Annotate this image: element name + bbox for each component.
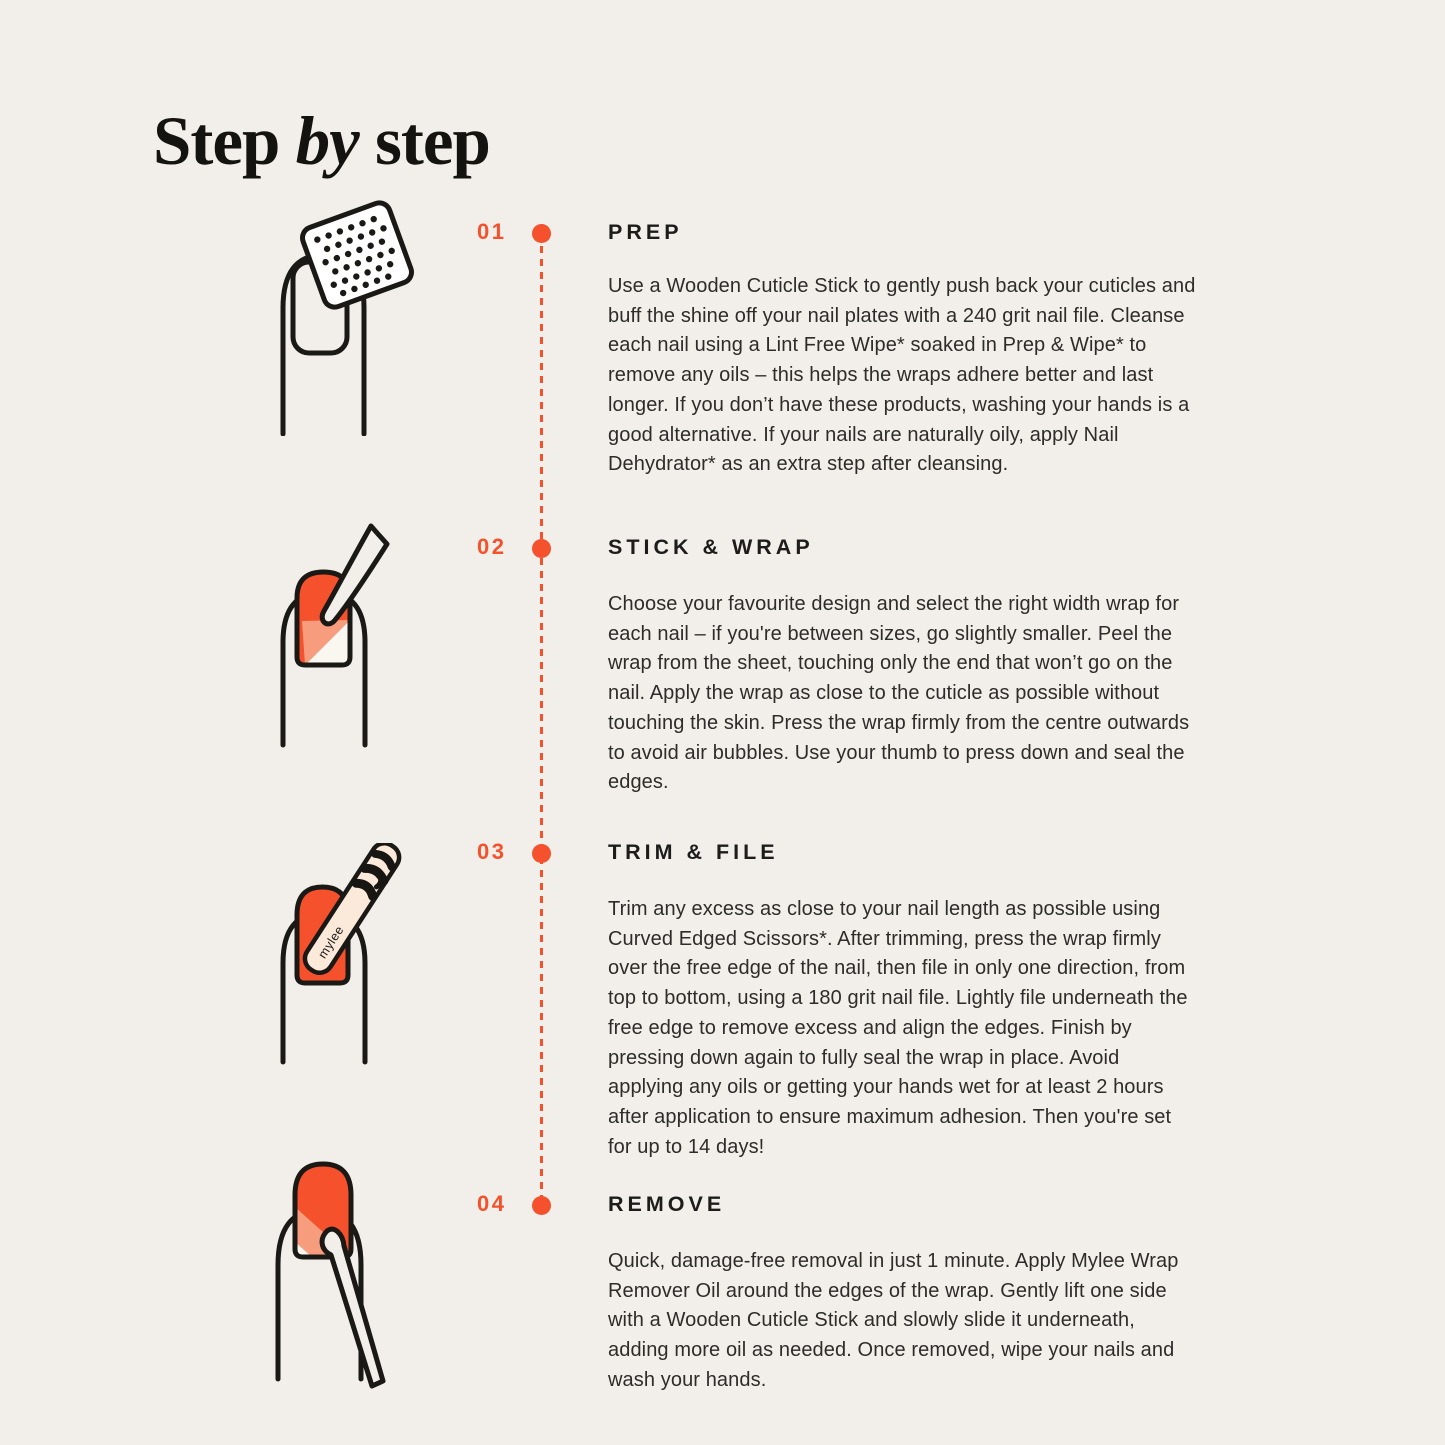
stick-removing-wrap-icon: [270, 1155, 400, 1390]
step-number-2: 02: [477, 534, 507, 559]
timeline-line: [540, 233, 543, 1205]
timeline-dot: [532, 1196, 551, 1215]
title-word-by: by: [295, 103, 359, 180]
title-word-1: Step: [153, 103, 280, 180]
timeline-dot: [532, 224, 551, 243]
step-body-prep: Use a Wooden Cuticle Stick to gently push back your cuticles and buff the shine off your nail plates with a 240 grit nail file. Cleanse each nail using a Lint Free Wipe* soaked in Prep & Wipe* to remove any oils – this helps the wraps adhere better and last longer. If you don’t have these products, washing your hands is a good alternative. If your nails are naturally oily, apply Nail Dehydrator* as an extra step after cleansing.: [608, 275, 1196, 476]
step-number-4: 04: [477, 1191, 507, 1216]
timeline-dot: [532, 844, 551, 863]
step-heading-prep: PREP: [608, 220, 683, 244]
buffer-pad-on-nail-icon: [275, 198, 453, 436]
nail-file-brand-label: mylee: [315, 923, 347, 961]
page-title: [153, 104, 490, 180]
cuticle-stick-applying-wrap-icon: [275, 520, 405, 752]
step-heading-trim-file: TRIM & FILE: [608, 840, 779, 864]
step-number-3: 03: [477, 839, 507, 864]
step-number-1: 01: [477, 219, 507, 244]
timeline-dot: [532, 539, 551, 558]
title-word-3: step: [375, 103, 490, 180]
step-body-stick-wrap: Choose your favourite design and select the right width wrap for each nail – if you're between sizes, go slightly smaller. Peel the wrap from the sheet, touching only the end that won’t go on the nail. Apply the wrap as close to the cuticle as possible without touching the skin. Press the wrap firmly from the centre outwards to avoid air bubbles. Use your thumb to press down and seal the edges.: [608, 593, 1190, 794]
nail-file-on-nail-icon: [270, 843, 410, 1065]
step-heading-remove: REMOVE: [608, 1192, 726, 1216]
step-body-trim-file: Trim any excess as close to your nail length as possible using Curved Edged Scissors*. After trimming, press the wrap firmly over the free edge of the nail, then file in only one direction, from top to bottom, using a 180 grit nail file. Lightly file underneath the free edge to remove excess and align the edges. Finish by pressing down again to fully seal the wrap in place. Avoid applying any oils or getting your hands wet for at least 2 hours after application to ensure maximum adhesion. Then you're set for up to 14 days!: [608, 898, 1188, 1158]
step-body-remove: Quick, damage-free removal in just 1 minute. Apply Mylee Wrap Remover Oil around the edges of the wrap. Gently lift one side with a Wooden Cuticle Stick and slowly slide it underneath, adding more oil as needed. Once removed, wipe your nails and wash your hands.: [608, 1250, 1179, 1391]
step-heading-stick-wrap: STICK & WRAP: [608, 535, 814, 559]
